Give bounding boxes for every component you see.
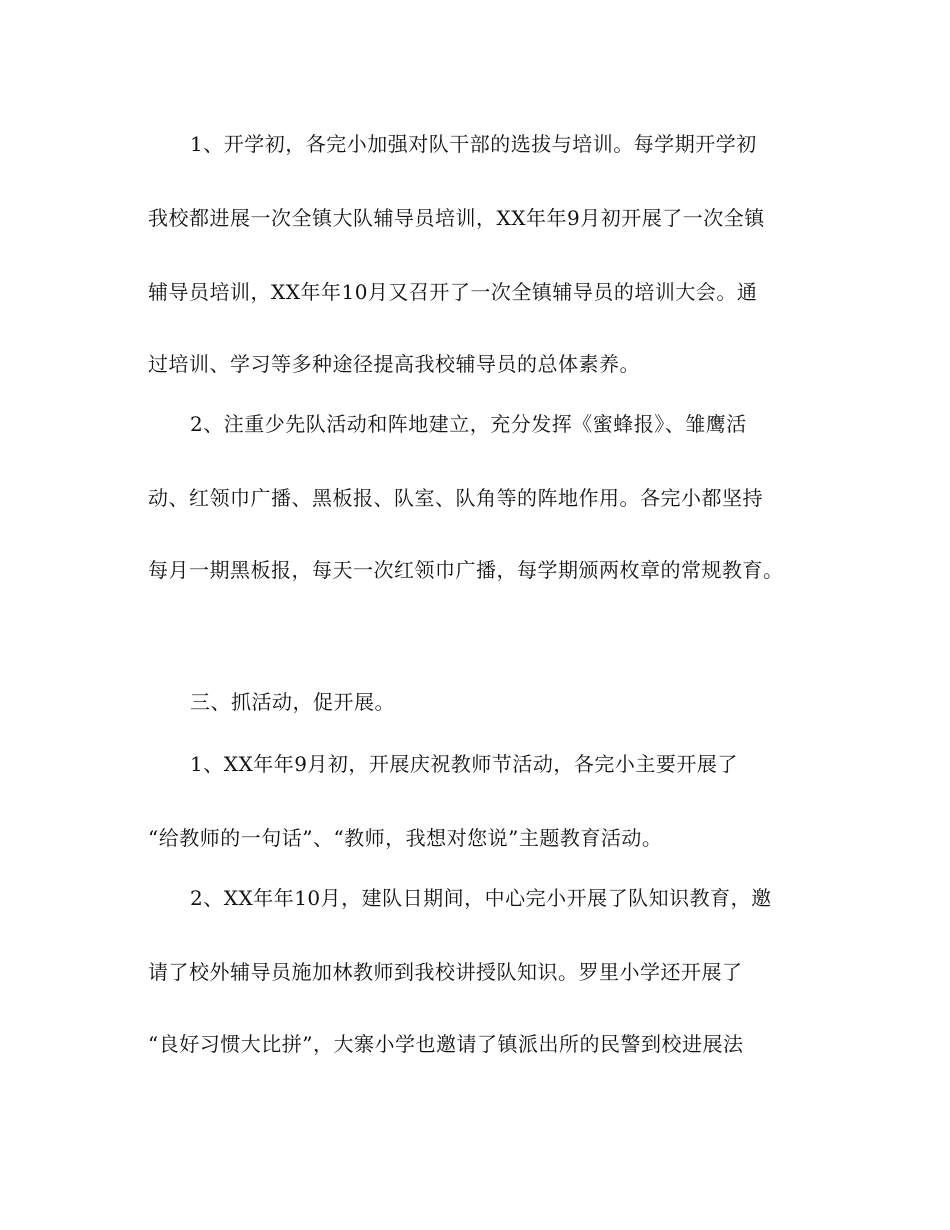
- paragraph-2-line-3: 每月一期黑板报，每天一次红领巾广播，每学期颁两枚章的常规教育。: [148, 558, 784, 582]
- paragraph-4-line-1: 2、XX年年10月，建队日期间，中心完小开展了队知识教育，邀: [190, 886, 772, 910]
- paragraph-3-line-1: 1、XX年年9月初，开展庆祝教师节活动，各完小主要开展了: [190, 752, 738, 776]
- paragraph-3-line-2: “给教师的一句话”、“教师，我想对您说”主题教育活动。: [148, 826, 663, 850]
- section-heading: 三、抓活动，促开展。: [190, 690, 395, 714]
- paragraph-2-line-2: 动、红领巾广播、黑板报、队室、队角等的阵地作用。各完小都坚持: [148, 486, 763, 510]
- paragraph-2-line-1: 2、注重少先队活动和阵地建立，充分发挥《蜜蜂报》、雏鹰活: [190, 412, 747, 436]
- paragraph-4-line-2: 请了校外辅导员施加林教师到我校讲授队知识。罗里小学还开展了: [148, 960, 743, 984]
- paragraph-4-line-3: “良好习惯大比拼”，大寨小学也邀请了镇派出所的民警到校进展法: [148, 1032, 744, 1056]
- paragraph-1-line-4: 过培训、学习等多种途径提高我校辅导员的总体素养。: [148, 352, 640, 376]
- paragraph-1-line-2: 我校都进展一次全镇大队辅导员培训，XX年年9月初开展了一次全镇: [148, 206, 765, 230]
- paragraph-1-line-1: 1、开学初，各完小加强对队干部的选拔与培训。每学期开学初: [190, 132, 757, 156]
- paragraph-1-line-3: 辅导员培训，XX年年10月又召开了一次全镇辅导员的培训大会。通: [148, 280, 758, 304]
